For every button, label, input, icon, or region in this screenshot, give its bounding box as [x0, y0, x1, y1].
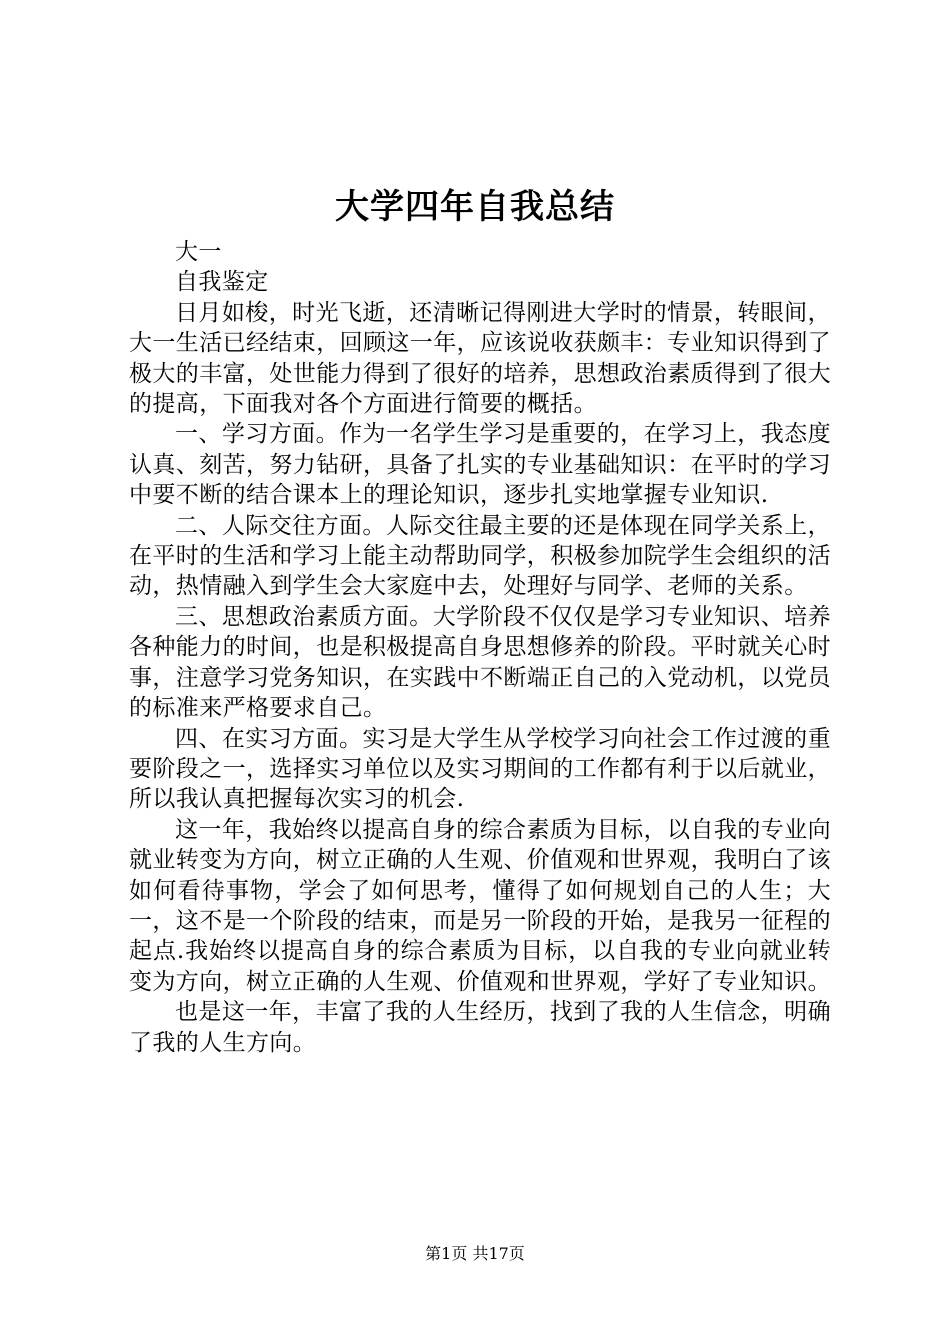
- paragraph-closing: 也是这一年，丰富了我的人生经历，找到了我的人生信念，明确了我的人生方向。: [129, 999, 831, 1056]
- paragraph-ideology: 三、思想政治素质方面。大学阶段不仅仅是学习专业知识、培养各种能力的时间，也是积极提高自身思想修养的阶段。平时就关心时事，注意学习党务知识，在实践中不断端正自己的入党动机，以党员的标准来严格要求自己。: [129, 603, 831, 722]
- paragraph-summary: 这一年，我始终以提高自身的综合素质为目标，以自我的专业向就业转变为方向，树立正确的人生观、价值观和世界观，我明白了该如何看待事物，学会了如何思考，懂得了如何规划自己的人生；大一，这不是一个阶段的结束，而是另一阶段的开始，是我另一征程的起点.我始终以提高自身的综合素质为目标，以自我的专业向就业转变为方向，树立正确的人生观、价值观和世界观，学好了专业知识。: [129, 816, 831, 995]
- paragraph-social: 二、人际交往方面。人际交往最主要的还是体现在同学关系上，在平时的生活和学习上能主动帮助同学，积极参加院学生会组织的活动，热情融入到学生会大家庭中去，处理好与同学、老师的关系。: [129, 512, 831, 600]
- paragraph-heading-appraisal: 自我鉴定: [175, 269, 269, 296]
- page-number: 第1页 共17页: [425, 1244, 525, 1263]
- paragraph-internship: 四、在实习方面。实习是大学生从学校学习向社会工作过渡的重要阶段之一，选择实习单位以及实习期间的工作都有利于以后就业，所以我认真把握每次实习的机会.: [129, 725, 831, 813]
- paragraph-study: 一、学习方面。作为一名学生学习是重要的，在学习上，我态度认真、刻苦，努力钻研，具备了扎实的专业基础知识：在平时的学习中要不断的结合课本上的理论知识，逐步扎实地掌握专业知识.: [129, 421, 831, 509]
- document-body: [129, 237, 831, 1058]
- paragraph-intro: 日月如梭，时光飞逝，还清晰记得刚进大学时的情景，转眼间，大一生活已经结束，回顾这一年，应该说收获颇丰：专业知识得到了极大的丰富，处世能力得到了很好的培养，思想政治素质得到了很大的提高，下面我对各个方面进行简要的概括。: [129, 299, 831, 418]
- document-title: 大学四年自我总结: [335, 187, 615, 227]
- paragraph-heading-year: 大一: [175, 239, 222, 265]
